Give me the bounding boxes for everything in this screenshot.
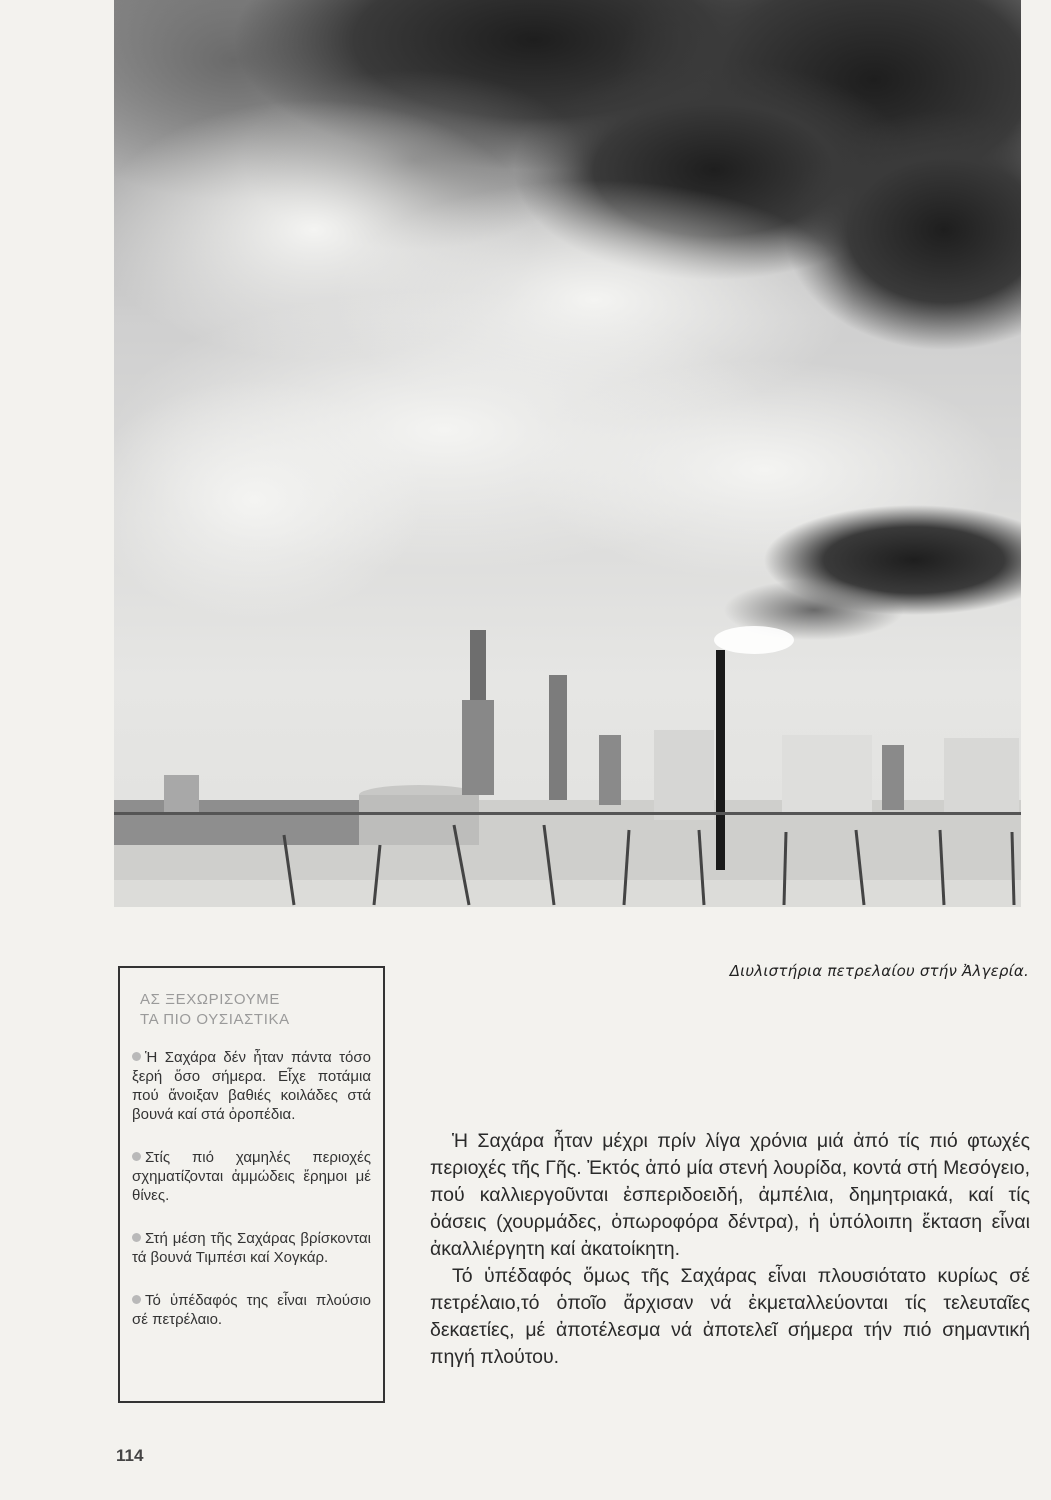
summary-title-line2: ΤΑ ΠΙΟ ΟΥΣΙΑΣΤΙΚΑ xyxy=(140,1011,290,1028)
bullet-icon xyxy=(132,1295,141,1304)
summary-title-line1: ΑΣ ΞΕΧΩΡΙΣΟΥΜΕ xyxy=(140,991,280,1008)
summary-point xyxy=(132,1229,371,1267)
page-number: 114 xyxy=(116,1446,144,1465)
summary-title xyxy=(140,990,371,1030)
summary-point xyxy=(132,1048,371,1124)
paragraph-2: Τό ὑπέδαφός ὅμως τῆς Σαχάρας εἶναι πλουσιότατο κυρίως σέ πετρέλαιο,τό ὁποῖο ἄρχισαν νά ἐκμεταλλεύονται τίς τελευταῖες δεκαετίες, μέ ἀποτέλεσμα νά ἀποτελεῖ σήμερα τήν πιό σημαντική πηγή πλούτου. xyxy=(430,1265,1030,1368)
photo-caption: Διυλιστήρια πετρελαίου στήν Ἀλγερία. xyxy=(729,962,1029,980)
summary-point-text: Στή μέση τῆς Σαχάρας βρίσκονται τά βουνά Τιμπέσι καί Χογκάρ. xyxy=(132,1230,371,1266)
main-text xyxy=(430,1128,1030,1371)
summary-point xyxy=(132,1291,371,1329)
summary-box xyxy=(118,966,385,1403)
bullet-icon xyxy=(132,1052,141,1061)
bullet-icon xyxy=(132,1233,141,1242)
summary-point-text: Ἡ Σαχάρα δέν ἦταν πάντα τόσο ξερή ὅσο σήμερα. Εἶχε ποτάμια πού ἄνοιξαν βαθιές κοιλάδες στά βουνά καί στά ὀροπέδια. xyxy=(132,1049,371,1123)
summary-point-text: Τό ὑπέδαφός της εἶναι πλούσιο σέ πετρέλαιο. xyxy=(132,1292,371,1328)
refinery-photo-icon xyxy=(114,0,1021,907)
summary-point-text: Στίς πιό χαμηλές περιοχές σχηματίζονται ἀμμώδεις ἔρημοι μέ θίνες. xyxy=(132,1149,371,1204)
paragraph-1: Ἡ Σαχάρα ἦταν μέχρι πρίν λίγα χρόνια μιά ἀπό τίς πιό φτωχές περιοχές τῆς Γῆς. Ἐκτός ἀπό μία στενή λουρίδα, κοντά στή Μεσόγειο, πού καλλιεργοῦνται ἐσπεριδοειδή, ἀμπέλια, δημητριακά, καί τίς ὀάσεις (χουρμάδες, ὀπωροφόρα δέντρα), ἡ ὑπόλοιπη ἔκταση εἶναι ἀκαλλιέργητη καί ἀκατοίκητη. xyxy=(430,1130,1030,1260)
refinery-photo xyxy=(114,0,1021,907)
bullet-icon xyxy=(132,1152,141,1161)
summary-point xyxy=(132,1148,371,1205)
